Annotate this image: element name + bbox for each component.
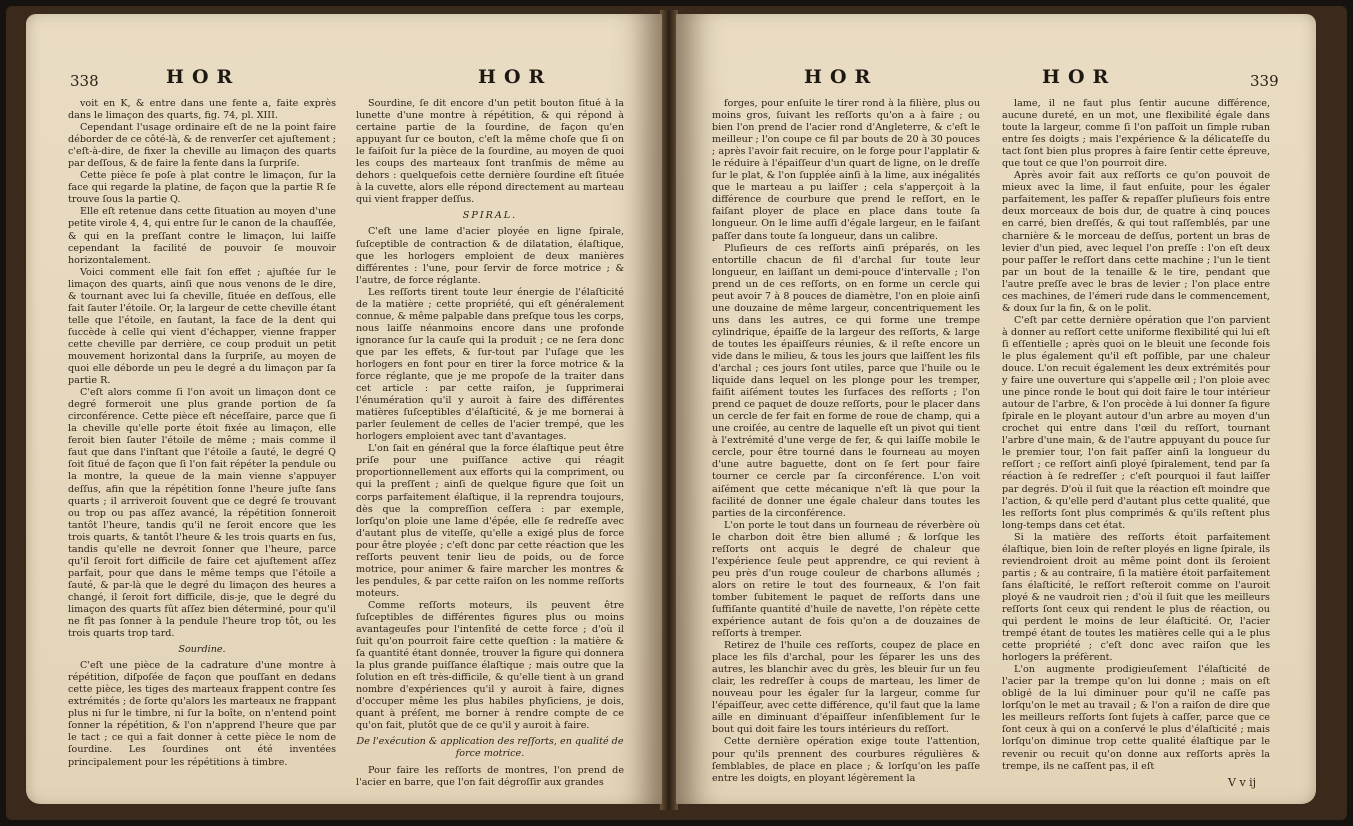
left-page xyxy=(26,14,662,804)
paragraph: Sourdine, ſe dit encore d'un petit bouton ſitué à la lunette d'une montre à répétition, & qui répond à certaine partie de la ſourdine, de façon qu'en appuyant ſur ce bouton, c'eſt la même choſe que ſi on le faiſoit ſur la pièce de la ſourdine, au moyen de quoi les coups des marteaux ſont tranſmis de même au dehors : quelquefois cette dernière ſourdine eſt ſituée à la cuvette, alors elle répond directement au marteau qui vient frapper deſſus. xyxy=(356,98,624,206)
paragraph: Comme reſſorts moteurs, ils peuvent être ſuſceptibles de différentes figures plus ou moins avantageuſes pour l'intenſité de cette force ; d'où il ſuit qu'on pourroit faire cette queſtion : la matière & ſa quantité étant donnée, trouver la figure qui donnera la plus grande puiſſance élaſtique ; mais outre que la ſolution en eſt très-difficile, & qu'elle tient à un grand nombre d'expériences qu'il y auroit à faire, dignes d'occuper même les plus habiles phyſiciens, je dois, quant à préſent, me borner à rendre compte de ce qu'on fait, plutôt que de ce qu'il y auroit à faire. xyxy=(356,599,624,732)
paragraph: Après avoir fait aux reſſorts ce qu'on pouvoit de mieux avec la lime, il faut enſuite, pour les égaler parfaitement, les paſſer & repaſſer pluſieurs fois entre deux morceaux de bois dur, de quatre à cinq pouces en carré, bien dreſſés, & qui tout raſſemblés, par une charnière & le morceau de deſſus, portent un bras de levier d'un pied, avec lequel l'on preſſe : l'on eſt deux pour paſſer le reſſort dans cette machine ; l'un le tient par un bout de la tenaille & le tire, pendant que l'autre preſſe avec le bras de levier ; l'on place entre ces machines, de l'émeri rude dans le commencement, & doux ſur la fin, & on le polit. xyxy=(1002,170,1270,314)
paragraph: Retirez de l'huile ces reſſorts, coupez de place en place les fils d'archal, pour les ſéparer les uns des autres, les blanchir avec du grès, les bleuir ſur un feu clair, les redreſſer à coups de marteau, les limer de nouveau pour les égaler ſur la largeur, comme ſur l'épaiſſeur, avec cette différence, qu'il faut que la lame aille en diminuant d'épaiſſeur inſenſiblement ſur le bout qui doit faire les tours intérieurs du reſſort. xyxy=(712,640,980,736)
paragraph: Cette pièce ſe poſe à plat contre le limaçon, ſur la face qui regarde la platine, de façon que la partie R ſe trouve ſous la partie Q. xyxy=(68,170,336,206)
paragraph: C'eſt alors comme ſi l'on avoit un limaçon dont ce degré formeroit une plus grande portion de ſa circonférence. Cette pièce eſt néceſſaire, parce que ſi la cheville qu'elle porte étoit fixée au limaçon, elle feroit bien ſauter l'étoile de même ; mais comme il faut que dans l'inſtant que l'étoile a ſauté, le degré Q ſoit ſitué de façon que ſi l'on fait répéter la pendule ou la montre, la queue de la main vienne s'appuyer deſſus, afin que la répétition ſonne l'heure juſte ſans quarts ; il arriveroit ſouvent que ce degré ſe trouvant ou trop ou pas aſſez avancé, la répétition ſonneroit tantôt l'heure, tandis qu'il ne ſeroit encore que les trois quarts, & tantôt l'heure & les trois quarts en ſus, tandis qu'elle ne devroit ſonner que l'heure, parce qu'il ſeroit fort difficile de faire cet ajuſtement aſſez parfait, pour que dans le même temps que l'étoile a ſauté, & par-là que le degré du limaçon des heures a changé, il ſeroit fort difficile, dis-je, que le degré du limaçon des quarts fût aſſez bien déterminé, pour qu'il ne fît pas ſonner à la pendule l'heure trop tôt, ou les trois quarts trop tard. xyxy=(68,387,336,640)
paragraph: Voici comment elle fait ſon effet ; ajuſtée ſur le limaçon des quarts, ainſi que nous venons de le dire, & tournant avec lui ſa cheville, ſituée en deſſous, elle fait ſauter l'étoile. Or, la largeur de cette cheville étant telle que l'étoile, en ſautant, la face de la dent qui ſuccède à celle qui vient d'échapper, vienne frapper cette cheville par derrière, ce coup produit un petit mouvement horizontal dans la ſurpriſe, au moyen de quoi elle déborde un peu le degré a du limaçon par ſa partie R. xyxy=(68,266,336,387)
running-head-right-1: HOR xyxy=(804,66,879,88)
left-page-column-2 xyxy=(356,98,624,788)
paragraph: Pour faire les reſſorts de montres, l'on prend de l'acier en barre, que l'on fait dégroſſir aux grandes xyxy=(356,764,624,788)
running-head-left-2: HOR xyxy=(478,66,553,88)
paragraph: Cependant l'usage ordinaire eſt de ne la point faire déborder de ce côté-là, & de renverſer cet ajuſtement ; c'eſt-à-dire, de fixer la cheville au limaçon des quarts par deſſous, & de faire la fente dans la ſurpriſe. xyxy=(68,122,336,170)
paragraph: voit en K, & entre dans une fente a, faite exprès dans le limaçon des quarts, fig. 74, pl. XIII. xyxy=(68,98,336,122)
running-head-left-1: HOR xyxy=(166,66,241,88)
running-head-right-2: HOR xyxy=(1042,66,1117,88)
paragraph: C'eſt une lame d'acier ployée en ligne ſpirale, ſuſceptible de contraction & de dilatation, élaſtique, que les horlogers emploient de deux manières différentes : l'une, pour ſervir de force motrice ; & l'autre, de force réglante. xyxy=(356,226,624,286)
right-page xyxy=(676,14,1316,804)
right-page-column-1 xyxy=(712,98,980,788)
paragraph: Pluſieurs de ces reſſorts ainſi préparés, on les entortille chacun de fil d'archal ſur toute leur longueur, en laiſſant un demi-pouce d'intervalle ; l'on prend un de ces reſſorts, on en forme un cercle qui peut avoir 7 à 8 pouces de diamètre, l'on en ploie ainſi une douzaine de même largeur, concentriquement les uns dans les autres, ce qui forme une trempe cylindrique, épaiſſe de la largeur des reſſorts, & large de toutes les épaiſſeurs réunies, & il reſte encore un vide dans le milieu, & tous les jours que laiſſent les fils d'archal ; ces jours ſont utiles, parce que l'huile ou le liquide dans lequel on les plonge pour les tremper, faiſit aiſément toutes les ſurfaces des reſſorts ; l'on prend ce paquet de douze reſſorts, pour le placer dans un cercle de fer fait en forme de roue de champ, qui a une croiſée, au centre de laquelle eſt un pivot qui tient à l'extrémité d'une verge de fer, & qui laiſſe mobile le cercle, pour être tourné dans le fourneau au moyen d'une autre baguette, dont on ſe ſert pour faire tourner ce cercle par ſa circonférence. L'on voit aiſément que cette mécanique n'eſt là que pour la facilité de donner une égale chaleur dans toutes les parties de la circonférence. xyxy=(712,242,980,519)
paragraph: L'on augmente prodigieuſement l'élaſticité de l'acier par la trempe qu'on lui donne ; mais on eſt obligé de la lui diminuer pour qu'il ne caſſe pas lorſqu'on le met au travail ; & l'on a raiſon de dire que les meilleurs reſſorts ſont ſujets à caſſer, parce que ce ſont ceux à qui on a conſervé le plus d'élaſticité ; mais lorſqu'on diminue trop cette qualité élaſtique par le revenir ou recuit qu'on donne aux reſſorts après la trempe, ils ne caſſent pas, il eſt xyxy=(1002,664,1270,772)
paragraph: C'eſt par cette dernière opération que l'on parvient à donner au reſſort cette uniforme flexibilité qui lui eſt ſi eſſentielle ; après quoi on le bleuit une ſeconde fois le plus également qu'il eſt poſſible, par une chaleur douce. L'on recuit également les deux extrémités pour y faire une ouverture qui s'appelle œil ; l'on ploie avec une pince ronde le bout qui doit faire le tour intérieur autour de l'arbre, & l'on procède à lui donner ſa figure ſpirale en le ployant autour d'un arbre au moyen d'un crochet qui entre dans l'œil du reſſort, tournant l'arbre d'une main, & de l'autre appuyant du pouce ſur le premier tour, l'on fait paſſer ainſi la longueur du reſſort ; ce reſſort ainſi ployé ſpiralement, tend par ſa réaction à ſe redreſſer ; c'eſt pourquoi il faut laiſſer par degrés. D'où il ſuit que la réaction eſt moindre que l'action, & qu'elle perd d'autant plus cette qualité, que les reſſorts ſont plus comprimés & qu'ils reſtent plus long-temps dans cet état. xyxy=(1002,314,1270,531)
paragraph: lame, il ne faut plus ſentir aucune différence, aucune dureté, en un mot, une flexibilité égale dans toute la largeur, comme ſi l'on paſſoit un ſimple ruban entre ſes doigts ; mais l'expérience & la délicateſſe du tact ſont bien plus propres à faire ſentir cette épreuve, que tout ce que l'on pourroit dire. xyxy=(1002,98,1270,170)
paragraph: forges, pour enſuite le tirer rond à la filière, plus ou moins gros, ſuivant les reſſorts qu'on a à faire ; ou bien l'on prend de l'acier rond d'Angleterre, & c'eſt le meilleur ; l'on coupe ce fil par bouts de 20 à 30 pouces ; après l'avoir fait recuire, on le forge pour l'applatir & le réduire à l'épaiſſeur d'un quart de ligne, on le dreſſe ſur le plat, & l'on ſupplée ainſi à la lime, aux inégalités que le marteau a pu laiſſer ; cela s'apperçoit à la différence de courbure que prend le reſſort, en le faiſant ployer de place en place dans toute ſa longueur. On le lime auſſi d'égale largeur, en le faiſant paſſer dans toute ſa longueur, dans un calibre. xyxy=(712,98,980,242)
paragraph: Les reſſorts tirent toute leur énergie de l'élaſticité de la matière ; cette propriété, qui eſt généralement connue, & même palpable dans preſque tous les corps, nous laiſſe néanmoins encore dans une profonde ignorance ſur la cauſe qui la produit ; ce ne ſera donc que par les effets, & ſur-tout par l'uſage que les horlogers en font pour en tirer la force motrice & la force réglante, que je me propoſe de la traiter dans cet article : par cette raiſon, je ſupprimerai l'énumération qu'il y auroit à faire des différentes matières ſuſceptibles d'élaſticité, & je me bornerai à parler ſeulement de celles de l'acier trempé, que les horlogers emploient avec tant d'avantages. xyxy=(356,286,624,443)
left-page-column-1 xyxy=(68,98,336,788)
signature-mark: V v ij xyxy=(1228,776,1257,789)
paragraph: Cette dernière opération exige toute l'attention, pour qu'ils prennent des courbures régulières & ſemblables, de place en place ; & lorſqu'on les paſſe entre les doigts, en ployant légèrement la xyxy=(712,736,980,784)
section-heading: SPIRAL. xyxy=(462,210,518,222)
section-heading: Sourdine. xyxy=(178,644,226,656)
paragraph: L'on ſait en général que la force élaſtique peut être priſe pour une puiſſance active qui réagit proportionnellement aux efforts qui la compriment, ou qui la preſſent ; ainſi de quelque figure que ſoit un corps parfaitement élaſtique, il la reprendra toujours, dès que la compreſſion ceſſera : par exemple, lorſqu'on ploie une lame d'épée, elle ſe redreſſe avec d'autant plus de viteſſe, qu'elle a exigé plus de force pour être ployée ; c'eſt donc par cette réaction que les reſſorts peuvent tenir lieu de poids, ou de force motrice, pour animer & faire marcher les montres & les pendules, & par cette raiſon on les nomme reſſorts moteurs. xyxy=(356,443,624,599)
paragraph: C'eſt une pièce de la cadrature d'une montre à répétition, diſpoſée de façon que pouſſant en dedans cette pièce, les tiges des marteaux frappent contre ſes extrémités ; de ſorte qu'alors les marteaux ne frappant plus ni ſur le timbre, ni ſur la boîte, on n'entend point ſonner la répétition, & l'on n'apprend l'heure que par le tact ; ce qui a fait donner à cette pièce le nom de ſourdine. Les ſourdines ont été inventées principalement pour les répétitions à timbre. xyxy=(68,660,336,768)
section-heading: De l'exécution & application des reſſorts, en qualité de force motrice. xyxy=(356,736,624,760)
right-page-column-2 xyxy=(1002,98,1270,772)
page-number-right: 339 xyxy=(1250,72,1279,90)
page-number-left: 338 xyxy=(70,72,99,90)
paragraph: L'on porte le tout dans un fourneau de réverbère où le charbon doit être bien allumé ; & lorſque les reſſorts ont acquis le degré de chaleur que l'expérience ſeule peut apprendre, ce qui revient à peu près d'un rouge couleur de charbons allumés ; alors on retire le tout des fourneaux, & l'on fait tomber ſubitement le paquet de reſſorts dans une ſuffiſante quantité d'huile de navette, l'on répète cette expérience autant de fois qu'on a de douzaines de reſſorts à tremper. xyxy=(712,519,980,640)
paragraph: Si la matière des reſſorts étoit parfaitement élaſtique, bien loin de reſter ployés en ligne ſpirale, ils reviendroient droit au même point dont ils ſeroient partis ; & au contraire, ſi la matière étoit parfaitement ſans élaſticité, le reſſort reſteroit comme on l'auroit ployé & ne vaudroit rien ; d'où il ſuit que les meilleurs reſſorts ſont ceux qui rendent le plus de réaction, ou qui perdent le moins de leur élaſticité. Or, l'acier trempé étant de toutes les matières celle qui a le plus cette propriété ; c'eſt donc avec raiſon que les horlogers la préfèrent. xyxy=(1002,531,1270,664)
paragraph: Elle eſt retenue dans cette ſituation au moyen d'une petite virole 4, 4, qui entre ſur le canon de la chauſſée, & qui en la preſſant contre le limaçon, lui laiſſe cependant la facilité de pouvoir ſe mouvoir horizontalement. xyxy=(68,206,336,266)
